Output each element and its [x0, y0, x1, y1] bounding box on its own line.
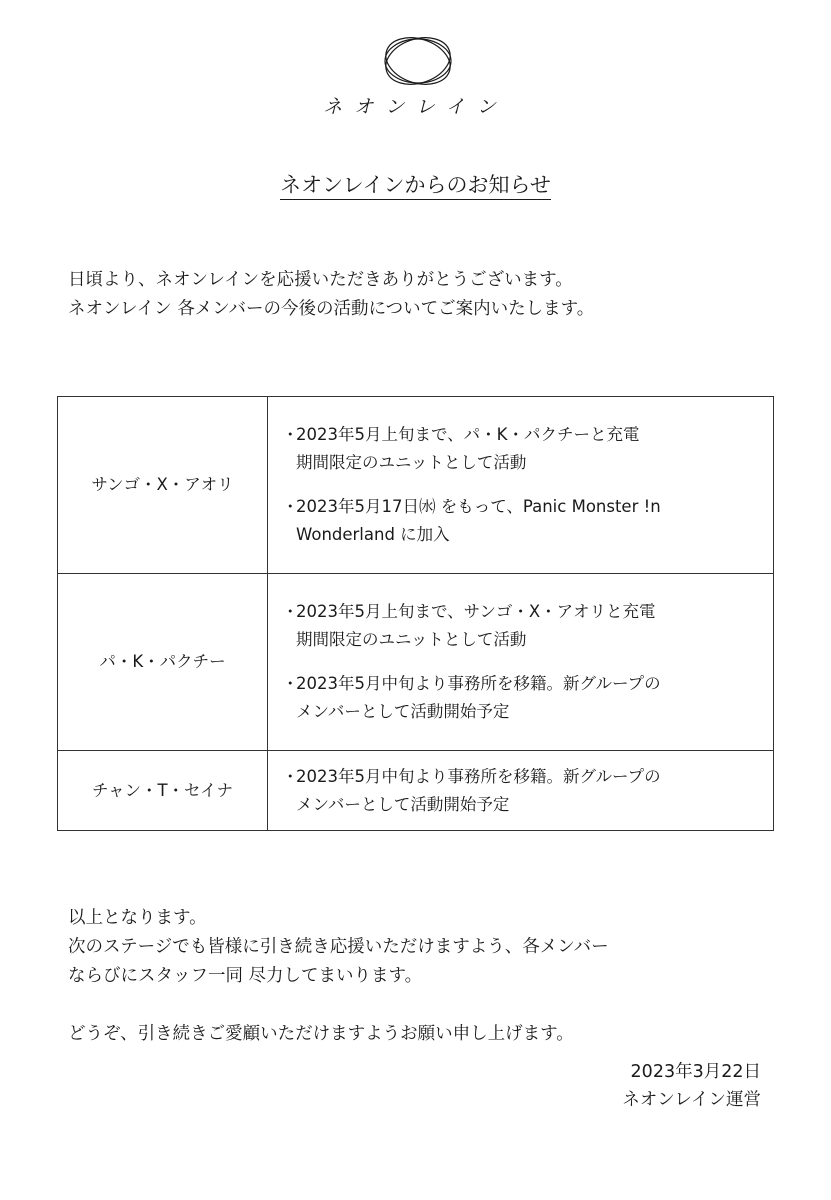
table-row	[58, 574, 774, 751]
intro-text	[68, 266, 788, 324]
signoff-date: 2023年3月22日	[630, 1062, 761, 1082]
logo-wordmark: ネオンレイン	[323, 96, 508, 118]
list-item: ・ 2023年5月中旬より事務所を移籍。新グループの メンバーとして活動開始予定	[282, 674, 661, 721]
page-title: ネオンレインからのお知らせ	[0, 170, 831, 200]
closing-text	[68, 904, 788, 1049]
member-name: チャン・T・セイナ	[58, 751, 268, 831]
table-row	[58, 397, 774, 574]
member-name: パ・K・パクチー	[58, 574, 268, 751]
intro-line: 日頃より、ネオンレインを応援いただきありがとうございます。	[68, 270, 573, 290]
logo-icon	[383, 30, 453, 92]
member-table	[57, 396, 774, 831]
table-row	[58, 751, 774, 831]
intro-line: ネオンレイン 各メンバーの今後の活動についてご案内いたします。	[68, 299, 595, 319]
closing-final-line: どうぞ、引き続きご愛顧いただけますようお願い申し上げます。	[68, 1024, 574, 1044]
member-notes	[268, 397, 774, 574]
member-notes	[268, 751, 774, 831]
closing-line: ならびにスタッフ一同 尽力してまいります。	[68, 966, 423, 986]
member-name: サンゴ・X・アオリ	[58, 397, 268, 574]
list-item: ・ 2023年5月17日㈬ をもって、Panic Monster !n Wonderland に加入	[282, 497, 661, 544]
signoff-org: ネオンレイン運営	[622, 1090, 761, 1110]
list-item: ・ 2023年5月上旬まで、サンゴ・X・アオリと充電 期間限定のユニットとして活動	[282, 602, 656, 649]
list-item: ・ 2023年5月上旬まで、パ・K・パクチーと充電 期間限定のユニットとして活動	[282, 425, 640, 472]
closing-line: 次のステージでも皆様に引き続き応援いただけますよう、各メンバー	[68, 937, 609, 957]
list-item: ・ 2023年5月中旬より事務所を移籍。新グループの メンバーとして活動開始予定	[282, 766, 661, 814]
member-notes	[268, 574, 774, 751]
closing-line: 以上となります。	[68, 908, 207, 928]
signoff	[622, 1058, 761, 1114]
